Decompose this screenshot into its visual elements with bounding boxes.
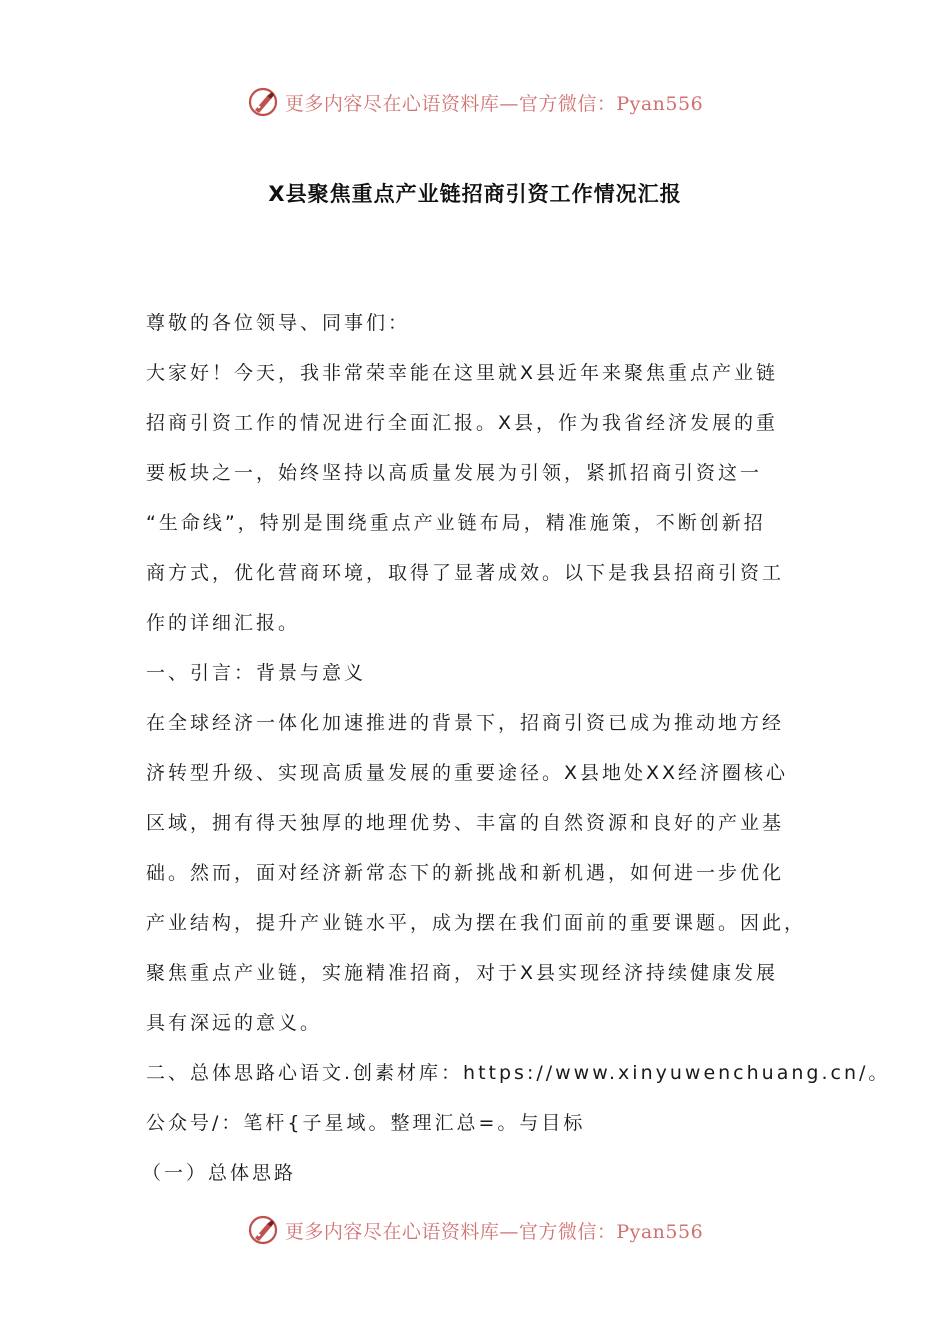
pen-nib-circle-icon bbox=[247, 86, 279, 118]
paragraph-line: 大家好！今天，我非常荣幸能在这里就X县近年来聚焦重点产业链 bbox=[146, 362, 779, 384]
paragraph-line: 在全球经济一体化加速推进的背景下，招商引资已成为推动地方经 bbox=[146, 712, 785, 734]
paragraph-line: 具有深远的意义。 bbox=[146, 1012, 323, 1034]
paragraph-line: 商方式，优化营商环境，取得了显著成效。以下是我县招商引资工 bbox=[146, 562, 785, 584]
paragraph-line: 础。然而，面对经济新常态下的新挑战和新机遇，如何进一步优化 bbox=[146, 862, 785, 884]
paragraph-line: 公众号/：笔杆{子星域。整理汇总=。与目标 bbox=[146, 1112, 586, 1134]
paragraph-line: 招商引资工作的情况进行全面汇报。X县，作为我省经济发展的重 bbox=[146, 412, 779, 434]
paragraph-line: “生命线”，特别是围绕重点产业链布局，精准施策，不断创新招 bbox=[146, 512, 766, 534]
section-heading: 二、总体思路心语文.创素材库：https://www.xinyuwenchuang.cn/。 bbox=[146, 1062, 891, 1084]
document-title: X县聚焦重点产业链招商引资工作情况汇报 bbox=[268, 182, 682, 206]
header-watermark-banner bbox=[0, 80, 950, 124]
document-body bbox=[142, 298, 891, 1198]
paragraph-line: 济转型升级、实现高质量发展的重要途径。X县地处XX经济圈核心 bbox=[146, 762, 789, 784]
header-watermark-text: 更多内容尽在心语资料库—官方微信：Pyan556 bbox=[284, 92, 704, 115]
pen-nib-circle-icon bbox=[247, 1214, 279, 1246]
greeting-line: 尊敬的各位领导、同事们： bbox=[146, 312, 411, 334]
subsection-heading: （一）总体思路 bbox=[142, 1162, 297, 1184]
paragraph-line: 作的详细汇报。 bbox=[146, 612, 301, 634]
footer-watermark-banner bbox=[0, 1208, 950, 1252]
footer-watermark-text: 更多内容尽在心语资料库—官方微信：Pyan556 bbox=[284, 1220, 704, 1243]
paragraph-line: 产业结构，提升产业链水平，成为摆在我们面前的重要课题。因此， bbox=[146, 912, 807, 934]
section-heading: 一、引言：背景与意义 bbox=[146, 662, 367, 684]
paragraph-line: 聚焦重点产业链，实施精准招商，对于X县实现经济持续健康发展 bbox=[146, 962, 779, 984]
paragraph-line: 要板块之一，始终坚持以高质量发展为引领，紧抓招商引资这一 bbox=[146, 462, 763, 484]
paragraph-line: 区域，拥有得天独厚的地理优势、丰富的自然资源和良好的产业基 bbox=[146, 812, 785, 834]
